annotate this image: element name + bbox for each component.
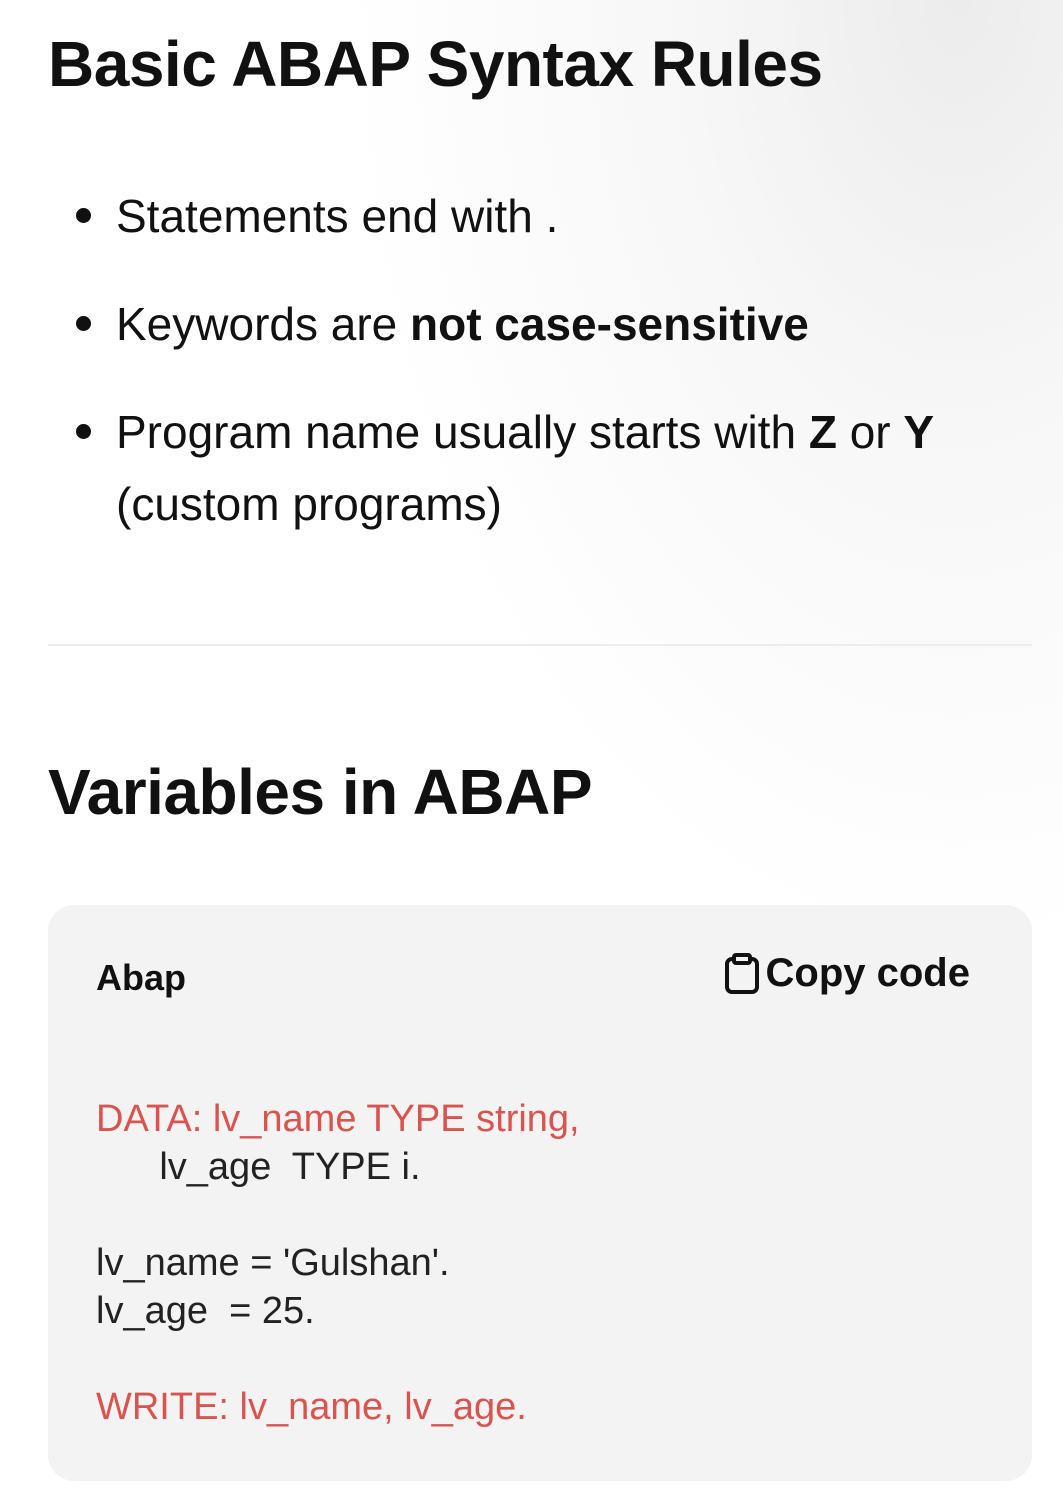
bullet-text-or: or <box>836 406 904 458</box>
code-line: lv_name = 'Gulshan'. <box>96 1242 450 1284</box>
code-block <box>48 905 1032 1481</box>
bullet-text: Program name usually starts with <box>116 406 809 458</box>
code-language-label: Abap <box>96 957 186 998</box>
bullet-icon <box>76 316 91 331</box>
section-divider <box>48 644 1032 646</box>
syntax-rules-list <box>70 180 1030 576</box>
bullet-icon <box>76 424 91 439</box>
list-item <box>70 288 1030 360</box>
bullet-text: Keywords are <box>116 298 411 350</box>
bullet-text-custom: (custom programs) <box>116 478 502 530</box>
list-item <box>70 180 1030 252</box>
clipboard-icon <box>724 953 760 995</box>
bullet-icon <box>76 208 91 223</box>
bullet-text: Statements end with . <box>116 190 559 242</box>
list-item <box>70 396 1030 540</box>
code-line: lv_age = 25. <box>96 1290 315 1332</box>
code-line: WRITE: lv_name, lv_age. <box>96 1386 527 1428</box>
bullet-bold-y: Y <box>903 406 935 458</box>
code-line: lv_age TYPE i. <box>96 1146 421 1188</box>
bullet-bold-z: Z <box>808 406 837 458</box>
code-line <box>96 1191 580 1239</box>
code-content <box>96 1095 580 1431</box>
copy-code-label: Copy code <box>765 951 970 995</box>
code-line: DATA: lv_name TYPE string, <box>96 1098 580 1140</box>
section-title-syntax-rules: Basic ABAP Syntax Rules <box>48 28 823 100</box>
section-title-variables: Variables in ABAP <box>48 756 592 828</box>
bullet-bold-text: not case-sensitive <box>410 298 809 350</box>
copy-code-button[interactable] <box>724 951 970 996</box>
code-line <box>96 1335 580 1383</box>
